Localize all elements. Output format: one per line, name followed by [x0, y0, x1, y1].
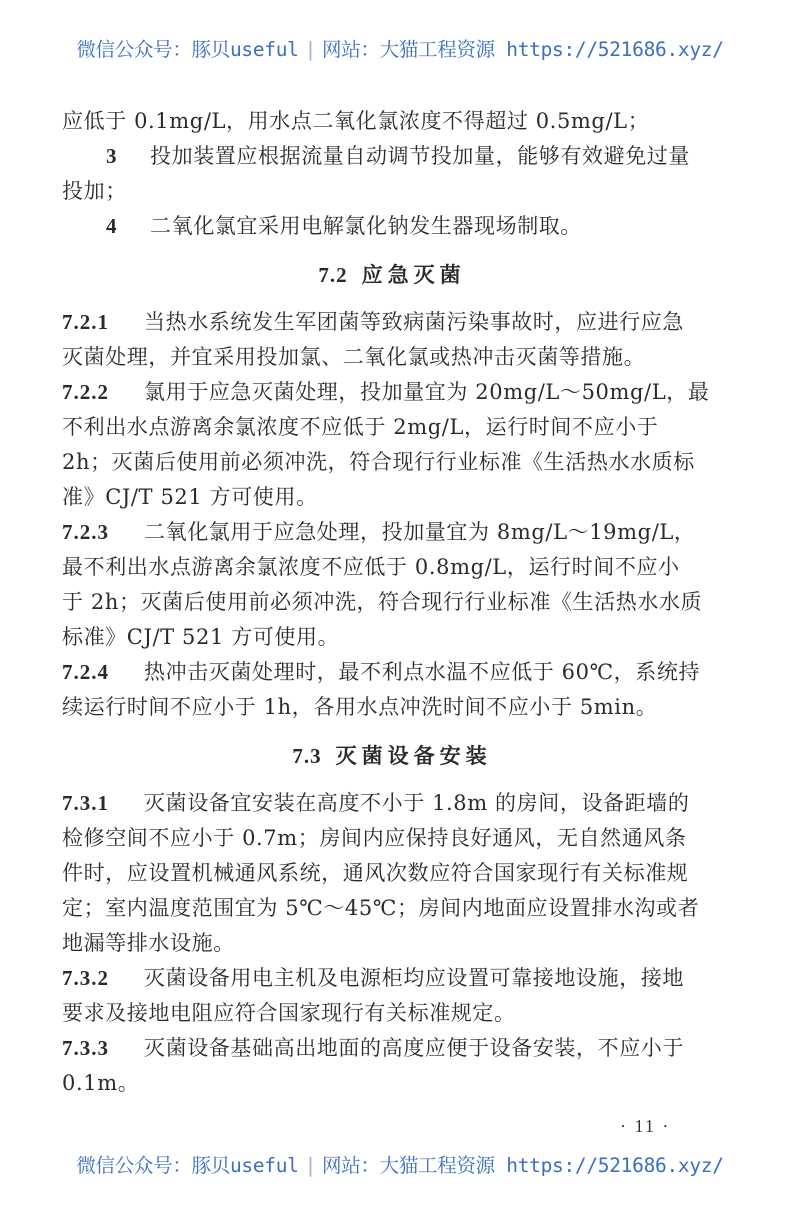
clause-text: 检修空间不应小于 0.7m；房间内应保持良好通风，无自然通风条: [62, 826, 687, 850]
page-number: · 11 ·: [620, 1116, 671, 1136]
section-heading-7-2: [62, 257, 722, 292]
clause-text: 要求及接地电阻应符合国家现行有关标准规定。: [62, 1001, 516, 1025]
clause-7-2-2: [62, 375, 722, 515]
clause-text: 续运行时间不应小于 1h，各用水点冲洗时间不应小于 5min。: [62, 695, 658, 719]
clause-number: 7.2.4: [62, 660, 109, 684]
list-item-3: [62, 139, 722, 209]
section-title: 应急灭菌: [361, 262, 466, 287]
clause-number: 7.3.2: [62, 966, 109, 990]
clause-text: 地漏等排水设施。: [62, 931, 235, 955]
watermark-separator: |: [304, 38, 317, 61]
section-number: 7.2: [318, 263, 348, 287]
clause-text: 二氧化氯用于应急处理，投加量宜为 8mg/L～19mg/L，: [144, 520, 696, 544]
watermark-site: 网站：大猫工程资源 https://521686.xyz/: [322, 1154, 724, 1177]
clause-7-2-4: [62, 655, 722, 725]
clause-text: 于 2h；灭菌后使用前必须冲洗，符合现行行业标准《生活热水水质: [62, 590, 703, 614]
item-number: 3: [106, 144, 118, 168]
clause-7-3-3: [62, 1031, 722, 1101]
clause-text: 标准》CJ/T 521 方可使用。: [62, 625, 340, 649]
watermark-wechat: 微信公众号：豚贝useful: [76, 38, 299, 61]
item-text: 投加装置应根据流量自动调节投加量，能够有效避免过量: [150, 144, 690, 168]
clause-number: 7.2.2: [62, 380, 109, 404]
clause-text: 灭菌处理，并宜采用投加氯、二氧化氯或热冲击灭菌等措施。: [62, 345, 646, 369]
clause-7-2-3: [62, 515, 722, 655]
item-text: 投加；: [62, 179, 127, 203]
watermark-site: 网站：大猫工程资源 https://521686.xyz/: [322, 38, 724, 61]
clause-text: 灭菌设备用电主机及电源柜均应设置可靠接地设施，接地: [144, 966, 684, 990]
continuation-line: 应低于 0.1mg/L，用水点二氧化氯浓度不得超过 0.5mg/L；: [62, 109, 650, 133]
watermark-top: [0, 34, 800, 62]
clause-text: 2h；灭菌后使用前必须冲洗，符合现行行业标准《生活热水水质标: [62, 450, 695, 474]
clause-text: 灭菌设备宜安装在高度不小于 1.8m 的房间，设备距墙的: [144, 791, 690, 815]
clause-7-3-1: [62, 786, 722, 961]
clause-text: 0.1m。: [62, 1071, 140, 1095]
clause-text: 定；室内温度范围宜为 5℃～45℃；房间内地面应设置排水沟或者: [62, 896, 700, 920]
clause-7-3-2: [62, 961, 722, 1031]
clause-text: 灭菌设备基础高出地面的高度应便于设备安装，不应小于: [144, 1036, 684, 1060]
watermark-bottom: [0, 1150, 800, 1178]
item-number: 4: [106, 214, 118, 238]
section-number: 7.3: [292, 744, 322, 768]
clause-7-2-1: [62, 305, 722, 375]
watermark-wechat: 微信公众号：豚贝useful: [76, 1154, 299, 1177]
clause-text: 热冲击灭菌处理时，最不利点水温不应低于 60℃，系统持: [144, 660, 701, 684]
clause-number: 7.2.1: [62, 310, 109, 334]
clause-text: 当热水系统发生军团菌等致病菌污染事故时，应进行应急: [144, 310, 684, 334]
clause-text: 最不利出水点游离余氯浓度不应低于 0.8mg/L，运行时间不应小: [62, 555, 680, 579]
clause-text: 件时，应设置机械通风系统，通风次数应符合国家现行有关标准规: [62, 861, 689, 885]
clause-text: 氯用于应急灭菌处理，投加量宜为 20mg/L～50mg/L，最: [144, 380, 710, 404]
item-text: 二氧化氯宜采用电解氯化钠发生器现场制取。: [150, 214, 582, 238]
list-item-4: [62, 209, 722, 244]
section-heading-7-3: [62, 738, 722, 773]
section-title: 灭菌设备安装: [335, 743, 492, 768]
watermark-separator: |: [304, 1154, 317, 1177]
clause-number: 7.2.3: [62, 520, 109, 544]
clause-number: 7.3.3: [62, 1036, 109, 1060]
clause-number: 7.3.1: [62, 791, 109, 815]
clause-text: 不利出水点游离余氯浓度不应低于 2mg/L，运行时间不应小于: [62, 415, 659, 439]
document-page: [62, 104, 722, 1101]
clause-text: 准》CJ/T 521 方可使用。: [62, 485, 318, 509]
